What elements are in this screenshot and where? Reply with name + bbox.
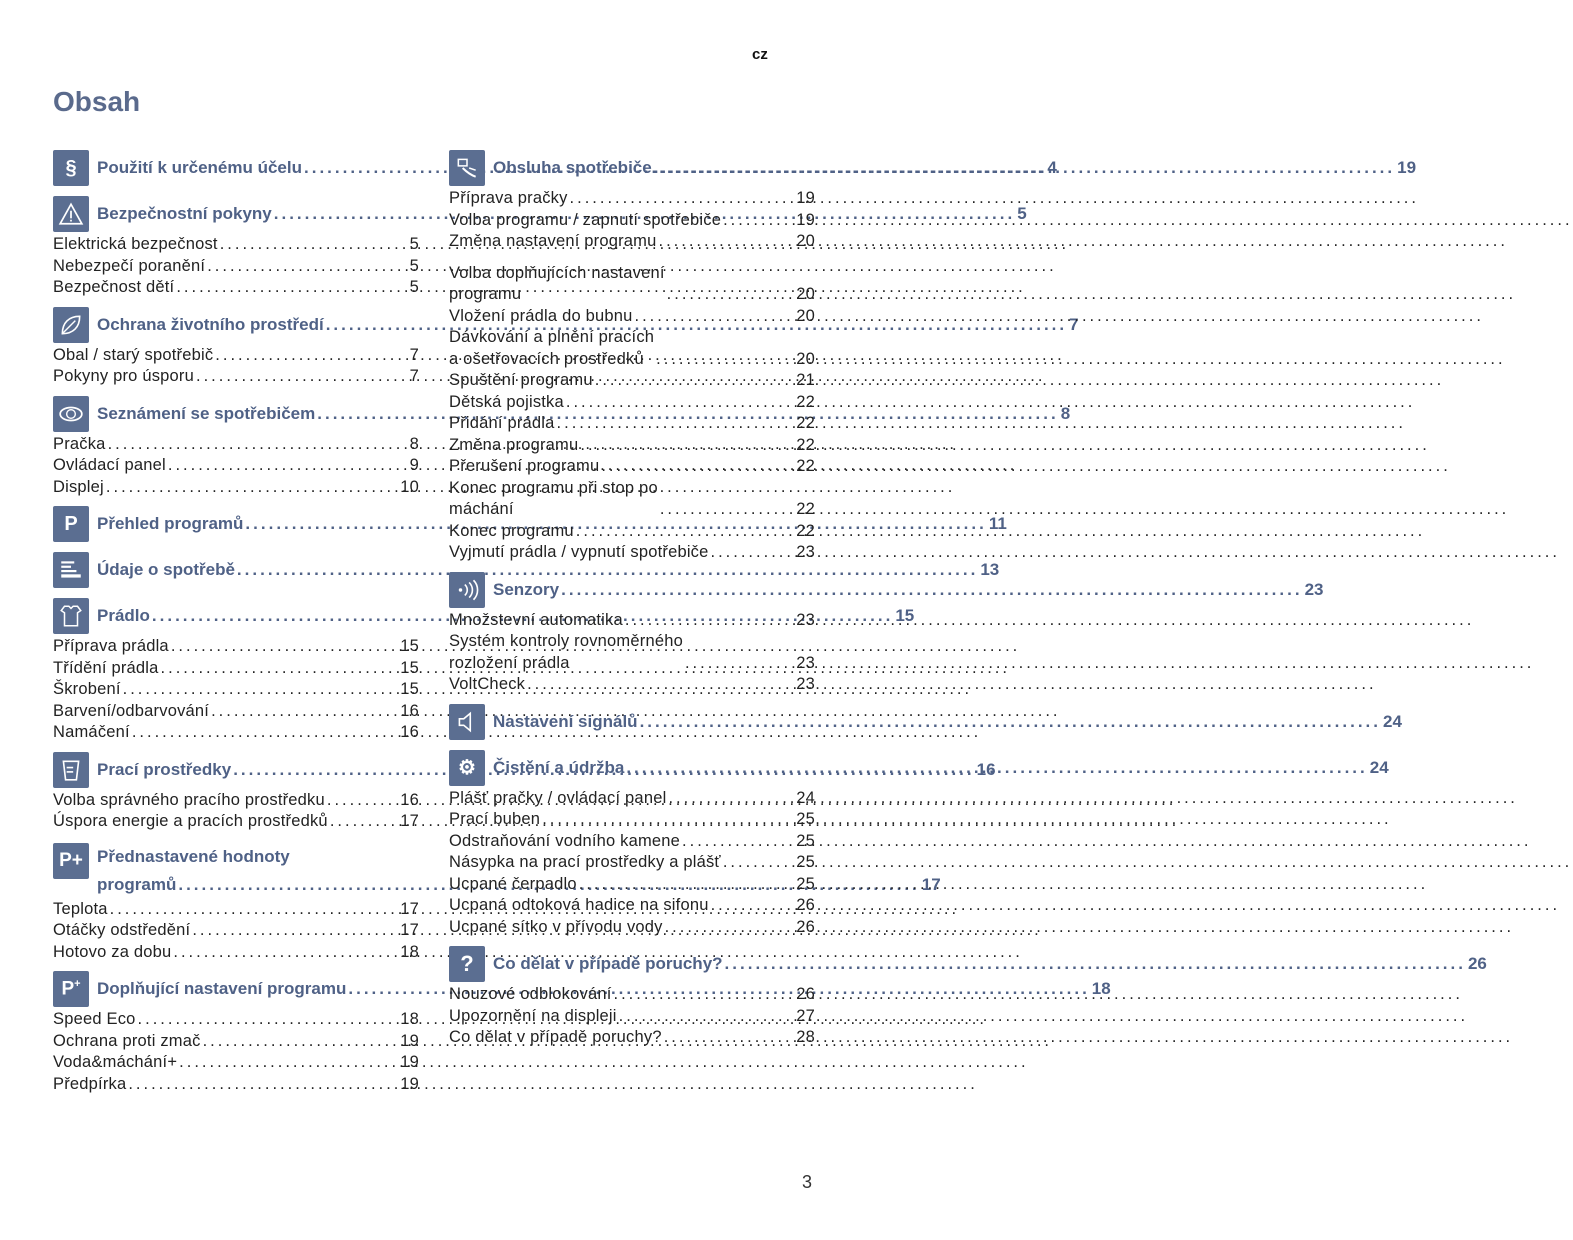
toc-entry[interactable] — [449, 435, 815, 457]
dot-leader — [635, 306, 795, 328]
toc-entry-label: Vložení prádla do bubnu — [449, 306, 633, 325]
toc-section-label: Přehled programů — [97, 514, 244, 533]
toc-entry-label: Displej — [53, 477, 104, 496]
toc-entry-page: 22 — [796, 414, 815, 432]
toc-section-title — [493, 580, 1323, 600]
toc-entry-label: Změna nastavení programu — [449, 232, 657, 250]
toc-entry[interactable] — [449, 1027, 815, 1049]
toc-entry-page: 5 — [409, 256, 419, 275]
toc-section-page: 18 — [1091, 979, 1111, 998]
toc-entry-label: Namáčení — [53, 723, 130, 741]
toc-entry-page: 18 — [400, 1010, 419, 1028]
dot-leader — [557, 413, 795, 435]
toc-entry-label: Ovládací panel — [53, 456, 166, 474]
toc-entry-page: 16 — [400, 723, 419, 741]
toc-entry[interactable] — [53, 1031, 419, 1053]
toc-section-heading[interactable] — [449, 148, 1417, 188]
toc-entry[interactable] — [449, 413, 815, 435]
dot-leader — [207, 256, 407, 278]
toc-entry-label: Změna programu — [449, 435, 579, 454]
toc-entry-label: Obal / starý spotřebič — [53, 345, 214, 364]
toc-entry-page: 27 — [796, 1006, 815, 1025]
toc-entry-label: Upozornění na displeji — [449, 1006, 617, 1025]
toc-entry-page: 19 — [400, 1074, 419, 1093]
sensor-icon — [449, 572, 485, 608]
toc-entry-label: Konec programu — [449, 521, 574, 540]
toc-entry[interactable] — [449, 392, 815, 414]
toc-entry-label: Volba programu / zapnutí spotřebiče — [449, 210, 722, 229]
toc-entry-page: 25 — [796, 853, 815, 871]
dot-leader — [128, 1074, 398, 1096]
dot-leader — [725, 954, 1466, 974]
toc-entry-page: 23 — [796, 610, 815, 629]
dot-leader — [685, 653, 794, 675]
toc-entry[interactable] — [449, 327, 815, 370]
toc-entry-label: Nouzové odblokování — [449, 985, 612, 1003]
toc-entry[interactable] — [53, 455, 419, 477]
toc-section-title — [493, 758, 1389, 778]
toc-entry-page: 15 — [400, 637, 419, 655]
dot-leader — [161, 658, 399, 680]
dot-leader — [601, 456, 794, 478]
toc-entry-label: Ucpaná odtoková hadice na sifonu — [449, 896, 709, 914]
toc-entry-page: 25 — [796, 831, 815, 850]
speaker-icon — [449, 704, 485, 740]
toc-entry-page: 15 — [400, 680, 419, 698]
dot-leader — [580, 435, 794, 457]
toc-entry-page: 19 — [796, 189, 815, 207]
toc-entry-label: Příprava pračky — [449, 189, 568, 207]
toc-entry-page: 24 — [796, 788, 815, 807]
dot-leader — [527, 674, 794, 696]
toc-entry-label: Třídění prádla — [53, 658, 159, 677]
dot-leader — [711, 542, 795, 564]
dot-leader — [192, 920, 398, 942]
toc-entry[interactable] — [53, 477, 419, 499]
toc-entry[interactable] — [449, 370, 815, 392]
toc-entry[interactable] — [449, 917, 815, 939]
toc-section-title — [493, 954, 1487, 974]
dot-leader — [723, 210, 794, 232]
dot-leader — [138, 1009, 399, 1031]
toc-entry[interactable] — [449, 852, 815, 874]
language-code: cz — [752, 46, 768, 63]
dot-leader — [211, 701, 398, 723]
toc-section-label: Senzory — [493, 579, 560, 599]
toc-entry[interactable] — [449, 1006, 815, 1028]
toc-entry[interactable] — [449, 521, 815, 543]
toc-section-label: Doplňující nastavení programu — [97, 979, 347, 998]
toc-entry-label: Přerušení programu — [449, 457, 600, 475]
toc-entry[interactable] — [449, 456, 815, 478]
toc-entry[interactable] — [449, 231, 815, 253]
toc-entry-label: Barvení/odbarvování — [53, 701, 210, 720]
toc-entry-page: 28 — [796, 1028, 815, 1046]
toc-section-page: 4 — [1047, 158, 1057, 177]
toc-entry-label: Plášť pračky / ovládací panel — [449, 788, 667, 807]
toc-entry[interactable] — [449, 984, 815, 1006]
toc-entry-page: 7 — [409, 367, 419, 385]
toc-entry-page: 18 — [400, 942, 419, 961]
p-plus-icon: P+ — [53, 843, 89, 879]
dot-leader — [327, 790, 398, 812]
dot-leader — [711, 895, 795, 917]
dot-leader — [659, 231, 795, 253]
dot-leader — [542, 809, 794, 831]
toc-entry[interactable] — [449, 263, 815, 306]
toc-section-page: 24 — [1369, 757, 1389, 777]
toc-entry-label: Dětská pojistka — [449, 392, 564, 411]
toc-section-title-cont: programů — [97, 874, 177, 894]
toc-entry-page: 22 — [796, 521, 815, 540]
toc-entry[interactable] — [449, 478, 815, 521]
toc-entry-label: Prací buben — [449, 810, 541, 828]
toc-entry-label: Spuštění programu — [449, 371, 593, 389]
dot-leader — [220, 234, 408, 256]
toc-entry-page: 7 — [409, 345, 419, 364]
toc-section-page: 23 — [1304, 579, 1324, 599]
toc-entry-label: Pračka — [53, 434, 106, 453]
toc-entry[interactable] — [53, 920, 419, 942]
toc-entry[interactable] — [449, 674, 815, 696]
toc-entry-label: VoltCheck — [449, 675, 526, 693]
toc-entry-label: Volba správného pracího prostředku — [53, 790, 325, 809]
toc-section-title — [493, 712, 1402, 732]
dot-leader — [132, 722, 398, 744]
toc-entry-page: 17 — [400, 921, 419, 939]
dot-leader — [614, 984, 795, 1006]
question-icon: ? — [449, 946, 485, 982]
toc-entry-page: 26 — [796, 917, 815, 936]
toc-entry-page: 22 — [796, 392, 815, 411]
toc-section-label: Co dělat v případě poruchy? — [493, 954, 723, 973]
toc-entry[interactable] — [53, 366, 419, 388]
toc-entry-label: Co dělat v případě poruchy? — [449, 1028, 662, 1046]
toc-entry-label: Přidání prádla — [449, 414, 555, 432]
gear-cleaning-icon: ⚙ — [449, 750, 485, 786]
dot-leader — [179, 1052, 398, 1074]
toc-entry[interactable] — [449, 895, 815, 917]
toc-entry-label: Pokyny pro úsporu — [53, 367, 194, 385]
toc-entry[interactable] — [449, 788, 815, 810]
toc-entry[interactable] — [53, 722, 419, 744]
toc-entry[interactable] — [449, 542, 815, 564]
dot-leader — [173, 942, 398, 964]
dot-leader — [561, 580, 1302, 600]
toc-entry-label: Škrobení — [53, 680, 121, 698]
dot-leader — [723, 852, 794, 874]
toc-entry-label: Elektrická bezpečnost — [53, 235, 218, 253]
toc-entry-label: Ochrana proti zmač — [53, 1031, 201, 1050]
toc-entry[interactable] — [53, 434, 419, 456]
toc-entry[interactable] — [53, 942, 419, 964]
toc-entry[interactable] — [449, 631, 815, 674]
toc-section-page: 13 — [980, 560, 1000, 579]
dot-leader — [110, 899, 399, 921]
toc-entry[interactable] — [449, 188, 815, 210]
toc-section-heading[interactable] — [449, 944, 1487, 984]
dot-leader — [570, 188, 795, 210]
toc-entry-label: Teplota — [53, 899, 108, 918]
toc-entry[interactable] — [53, 1052, 419, 1074]
dot-leader — [566, 392, 794, 414]
toc-entry-label: Příprava prádla — [53, 637, 169, 655]
page-number: 3 — [802, 1172, 813, 1192]
dot-leader — [196, 366, 408, 388]
toc-section-label: Použití k určenému účelu — [97, 158, 302, 177]
toc-entry-page: 23 — [796, 543, 815, 561]
toc-entry[interactable] — [449, 874, 815, 896]
dot-leader — [579, 874, 794, 896]
toc-entry-page: 26 — [796, 985, 815, 1003]
leaf-icon — [53, 307, 89, 343]
toc-section-label: Ochrana životního prostředí — [97, 314, 324, 334]
dot-leader — [682, 831, 794, 853]
toc-entry-page: 15 — [400, 658, 419, 677]
dot-leader — [203, 1031, 399, 1053]
toc-section-page: 15 — [895, 606, 915, 625]
dot-leader — [625, 610, 794, 632]
toc-entry[interactable] — [53, 256, 419, 278]
toc-section-page: 16 — [976, 759, 996, 779]
toc-entry-label: Nebezpečí poranění — [53, 256, 206, 275]
toc-entry[interactable] — [449, 610, 815, 632]
dot-leader — [168, 455, 408, 477]
toc-entry[interactable] — [53, 658, 419, 680]
toc-entry-page: 9 — [409, 456, 419, 474]
toc-entry-label: Násypka na prací prostředky a plášť — [449, 853, 721, 871]
dot-leader — [626, 758, 1367, 778]
toc-entry-page: 16 — [400, 701, 419, 720]
dot-leader — [576, 521, 794, 543]
spacer — [449, 253, 815, 263]
toc-section-label: Obsluha spotřebiče — [493, 158, 652, 177]
toc-section-page: 17 — [921, 874, 941, 894]
toc-entry-page: 26 — [796, 896, 815, 914]
toc-entry-label: Konec programu při stop po máchání — [449, 478, 658, 518]
paragraph-hand-icon: § — [53, 150, 89, 186]
toc-entry-label: Ucpané sítko v přívodu vody — [449, 917, 663, 936]
toc-entry[interactable] — [53, 899, 419, 921]
toc-entry[interactable] — [449, 210, 815, 232]
toc-section-label: Prádlo — [97, 606, 150, 625]
toc-entry-page: 20 — [796, 232, 815, 250]
consumption-icon — [53, 552, 89, 588]
toc-entry-page: 25 — [796, 810, 815, 828]
toc-entry-label: Dávkování a plnění pracích a ošetřovacích prostředků — [449, 328, 655, 368]
toc-entry[interactable] — [449, 306, 815, 328]
warning-triangle-icon — [53, 196, 89, 232]
toc-entry-page: 20 — [796, 306, 815, 325]
toc-section-page: 24 — [1382, 711, 1402, 731]
toc-entry-page: 8 — [409, 434, 419, 453]
toc-entry-label: Volba doplňujících nastavení programu — [449, 263, 665, 303]
toc-entry-page: 17 — [400, 812, 419, 830]
toc-section-label: Prací prostředky — [97, 759, 232, 779]
toc-entry[interactable] — [53, 811, 419, 833]
toc-entry[interactable] — [53, 679, 419, 701]
toc-entry-page: 23 — [796, 675, 815, 693]
toc-entry-page: 10 — [400, 477, 419, 496]
toc-section-heading[interactable] — [449, 702, 1402, 742]
laundry-icon — [53, 598, 89, 634]
dot-leader — [176, 277, 407, 299]
toc-section-title — [493, 158, 1416, 178]
dot-leader — [664, 1027, 795, 1049]
program-overview-icon: P — [53, 506, 89, 542]
toc-section-page: 19 — [1397, 158, 1417, 177]
toc-entry-page: 25 — [796, 874, 815, 893]
dot-leader — [171, 636, 398, 658]
toc-entry-label: Úspora energie a pracích prostředků — [53, 812, 328, 830]
toc-section-label: Údaje o spotřebě — [97, 560, 235, 579]
dot-leader — [595, 370, 795, 392]
hand-operation-icon — [449, 150, 485, 186]
toc-entry-label: Otáčky odstředění — [53, 921, 191, 939]
toc-entry-page: 21 — [796, 371, 815, 389]
toc-entry-label: Ucpané čerpadlo — [449, 874, 577, 893]
dot-leader — [654, 158, 1395, 178]
dot-leader — [619, 1006, 795, 1028]
dot-leader — [660, 499, 794, 521]
dot-leader — [106, 477, 398, 499]
dot-leader — [668, 788, 794, 810]
detergent-icon — [53, 752, 89, 788]
toc-entry-page: 23 — [796, 653, 815, 672]
dot-leader — [215, 345, 407, 367]
eye-icon — [53, 396, 89, 432]
toc-entry[interactable] — [53, 1009, 419, 1031]
toc-section-title-line1: Přednastavené hodnoty — [97, 846, 290, 866]
toc-entry[interactable] — [53, 790, 419, 812]
p-plus-small-icon: P+ — [53, 971, 89, 1007]
toc-entry[interactable] — [53, 234, 419, 256]
toc-section-page: 8 — [1060, 403, 1071, 423]
toc-section — [449, 702, 1402, 742]
toc-entry-page: 17 — [400, 899, 419, 918]
toc-entry-page: 19 — [400, 1053, 419, 1071]
page-title: Obsah — [53, 86, 141, 117]
toc-entry-page: 22 — [796, 435, 815, 454]
toc-entry[interactable] — [53, 345, 419, 367]
toc-entry[interactable] — [53, 701, 419, 723]
toc-section-page: 7 — [1069, 314, 1079, 334]
dot-leader — [665, 917, 795, 939]
dot-leader — [108, 434, 408, 456]
toc-entry-page: 5 — [409, 235, 419, 253]
toc-entry-label: Speed Eco — [53, 1010, 136, 1028]
toc-entry-label: Systém kontroly rovnoměrného rozložení prádla — [449, 632, 683, 672]
dot-leader — [330, 811, 398, 833]
toc-section-heading[interactable] — [449, 570, 1324, 610]
toc-entry[interactable] — [53, 636, 419, 658]
toc-entry-page: 5 — [409, 278, 419, 296]
toc-section-label: Čistění a údržba — [493, 757, 625, 777]
toc-entry[interactable] — [449, 831, 815, 853]
dot-leader — [640, 712, 1381, 732]
toc-entry-label: Hotovo za dobu — [53, 942, 172, 961]
toc-section-label: Seznámení se spotřebičem — [97, 403, 316, 423]
toc-entry-page: 19 — [796, 210, 815, 229]
toc-entry[interactable] — [53, 1074, 419, 1096]
toc-entry-label: Množstevní automatika — [449, 610, 623, 629]
toc-entry-label: Předpírka — [53, 1074, 127, 1093]
toc-entry-label: Odstraňování vodního kamene — [449, 831, 681, 850]
toc-entry-page: 20 — [796, 349, 815, 368]
toc-entry[interactable] — [449, 809, 815, 831]
toc-entry[interactable] — [53, 277, 419, 299]
toc-entry-page: 19 — [400, 1031, 419, 1050]
toc-entry-label: Voda&máchání+ — [53, 1053, 178, 1071]
toc-section-page: 5 — [1017, 204, 1027, 223]
toc-entry-page: 22 — [796, 500, 815, 518]
toc-entry-label: Vyjmutí prádla / vypnutí spotřebiče — [449, 543, 709, 561]
toc-entry-label: Bezpečnost dětí — [53, 278, 175, 296]
toc-entry-page: 16 — [400, 790, 419, 809]
dot-leader — [123, 679, 399, 701]
toc-section-label: Nastavení signálů — [493, 711, 638, 731]
toc-section-page: 26 — [1467, 954, 1487, 973]
dot-leader — [667, 284, 795, 306]
toc-section-label: Bezpečnostní pokyny — [97, 204, 272, 223]
dot-leader — [656, 349, 794, 371]
toc-entry-page: 20 — [796, 285, 815, 303]
toc-entry-page: 22 — [796, 457, 815, 475]
toc-section-page: 11 — [988, 514, 1007, 533]
